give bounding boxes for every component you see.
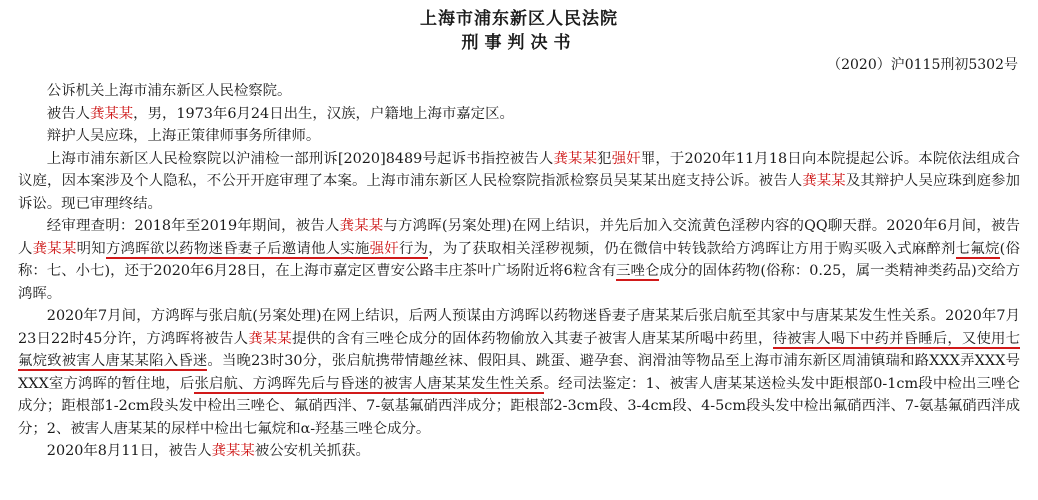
defendant-name: 龚某某 — [32, 240, 77, 257]
underlined-passage: 待被害人喝下中药并昏睡后，又使用七氟烷致被害人唐某某陷入昏迷 — [18, 330, 1020, 369]
defendant-name: 龚某某 — [211, 443, 255, 459]
underlined-passage: 张启航、方鸿晖先后与昏迷的被害人唐某某发生性关系 — [194, 375, 544, 392]
crime-name: 强奸 — [369, 240, 399, 257]
defendant-name: 龚某某 — [802, 173, 846, 189]
crime-name: 强奸 — [611, 150, 641, 167]
paragraph-arrest: 2020年8月11日，被告人龚某某被公安机关抓获。 — [46, 443, 370, 459]
paragraph-defendant-info: 被告人龚某某，男，1973年6月24日出生，汉族，户籍地上海市嘉定区。 — [46, 105, 514, 122]
defendant-name: 龚某某 — [89, 105, 134, 122]
defendant-name: 龚某某 — [553, 150, 598, 167]
case-number: （2020）沪0115刑初5302号 — [827, 57, 1018, 73]
defendant-name: 龚某某 — [248, 330, 292, 347]
paragraph-prosecution: 上海市浦东新区人民检察院以沪浦检一部刑诉[2020]8489号起诉书指控被告人龚某某犯强奸罪，于2020年11月18日向本院提起公诉。本院依法组成合议庭，因本案涉及个人隐私，不公开开庭审理了本案。上海市浦东新区人民检察院指派检察员吴某某出庭支持公诉。被告人龚某某及其辩护人吴应珠到庭参加诉讼。现已审理终结。 — [18, 150, 1020, 212]
defendant-name: 龚某某 — [339, 218, 384, 234]
document-body — [18, 80, 1020, 463]
paragraph-prosecutor: 公诉机关上海市浦东新区人民检察院。 — [46, 83, 292, 99]
court-name: 上海市浦东新区人民法院 — [420, 9, 618, 29]
paragraph-defense-counsel: 辩护人吴应珠，上海正策律师事务所律师。 — [46, 128, 321, 144]
paragraph-facts-1: 经审理查明：2018年至2019年期间，被告人龚某某与方鸿晖(另案处理)在网上结识，并先后加入交流黄色淫秽内容的QQ聊天群。2020年6月间，被告人龚某某明知方鸿晖欲以药物迷昏妻子后邀请他人实施强奸行为，为了获取相关淫秽视频，仍在微信中转钱款给方鸿晖让方用于购买吸入式麻醉剂七氟烷(俗称：七、小七)，还于2020年6月28日，在上海市嘉定区曹安公路丰庄茶叶广场附近将6粒含有三唑仑成分的固体药物(俗称：0.25，属一类精神类药品)交给方鸿晖。 — [18, 218, 1020, 302]
underlined-drug-triazolam: 三唑仑 — [616, 263, 660, 279]
paragraph-facts-2: 2020年7月间，方鸿晖与张启航(另案处理)在网上结识，后两人预谋由方鸿晖以药物迷昏妻子唐某某后张启航至其家中与唐某某发生性关系。2020年7月23日22时45分许，方鸿晖将被告人龚某某提供的含有三唑仑成分的固体药物偷放入其妻子被害人唐某某所喝中药里，待被害人喝下中药并昏睡后，又使用七氟烷致被害人唐某某陷入昏迷。当晚23时30分，张启航携带情趣丝袜、假阳具、跳蛋、避孕套、润滑油等物品至上海市浦东新区周浦镇瑞和路XXX弄XXX号XXX室方鸿晖的暂住地，后张启航、方鸿晖先后与昏迷的被害人唐某某发生性关系。经司法鉴定：1、被害人唐某某送检头发中距根部0-1cm段中检出三唑仑成分；距根部1-2cm段头发中检出三唑仑、氟硝西泮、7-氨基氟硝西泮成分；距根部2-3cm段、3-4cm段、4-5cm段头发中检出氟硝西泮、7-氨基氟硝西泮成分；2、被害人唐某某的尿样中检出七氟烷和α-羟基三唑仑成分。 — [18, 308, 1020, 437]
underlined-drug-sevoflurane: 七氟烷 — [955, 240, 1000, 257]
document-type: 刑事判决书 — [461, 33, 577, 53]
underlined-passage: 方鸿晖欲以药物迷昏妻子后邀请他人实施强奸行为 — [105, 240, 429, 257]
